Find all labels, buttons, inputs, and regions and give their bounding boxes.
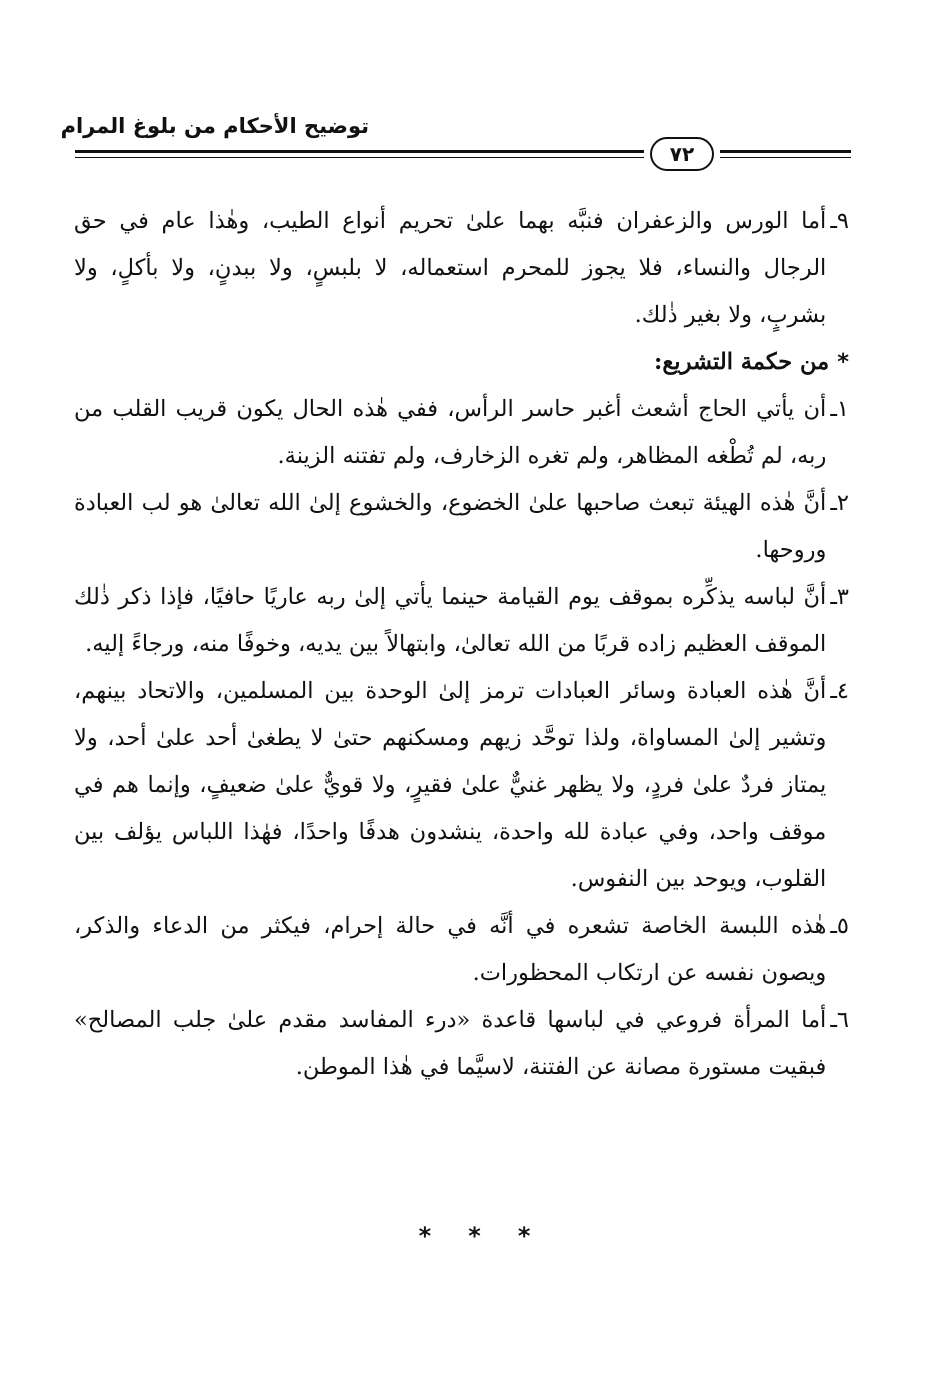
paragraph-text: أن يأتي الحاج أشعث أغبر حاسر الرأس، ففي هٰذه الحال يكون قريب القلب من ربه، لم تُطْغه المظاهر، ولم تغره الزخارف، ولم تفتنه الزينة.: [74, 396, 827, 469]
paragraph-item-3: [74, 574, 849, 668]
footer-ornament: [0, 1222, 949, 1250]
star-bullet-icon: *: [837, 349, 849, 375]
running-title: توضيح الأحكام من بلوغ المرام: [60, 114, 369, 138]
paragraph-text: أنَّ لباسه يذكِّره بموقف يوم القيامة حينما يأتي إلىٰ ربه عاريًا حافيًا، فإذا ذكر ذٰلك الموقف العظيم زاده قربًا من الله تعالىٰ، وابتهالاً بين يديه، وخوفًا منه، ورجاءً إليه.: [74, 584, 827, 657]
paragraph-number: ٩ـ: [830, 208, 849, 234]
ornament-star-icon: *: [517, 1222, 531, 1250]
paragraph-number: ٣ـ: [830, 584, 849, 610]
ornament-star-icon: *: [418, 1222, 432, 1250]
paragraph-text: أما المرأة فروعي في لباسها قاعدة «درء المفاسد مقدم علىٰ جلب المصالح» فبقيت مستورة مصانة عن الفتنة، لاسيَّما في هٰذا الموطن.: [74, 1007, 827, 1080]
paragraph-number: ٢ـ: [830, 490, 849, 516]
paragraph-item-2: [74, 480, 849, 574]
paragraph-item-9: [74, 198, 849, 339]
paragraph-item-5: [74, 903, 849, 997]
header-rule-right-thin: [720, 157, 851, 158]
page-number: ٧٢: [650, 137, 714, 171]
paragraph-text: أنَّ هٰذه الهيئة تبعث صاحبها علىٰ الخضوع، والخشوع إلىٰ الله تعالىٰ هو لب العبادة وروحها.: [74, 490, 827, 563]
paragraph-item-4: [74, 668, 849, 903]
header-rule-left-thin: [75, 157, 644, 158]
header-rule-right-thick: [720, 150, 851, 153]
paragraph-number: ١ـ: [830, 396, 849, 422]
paragraph-text: أما الورس والزعفران فنبَّه بهما علىٰ تحريم أنواع الطيب، وهٰذا عام في حق الرجال والنساء، فلا يجوز للمحرم استعماله، لا بلبسٍ، ولا ببدنٍ، ولا بأكلٍ، ولا بشربٍ، ولا بغير ذٰلك.: [74, 208, 827, 328]
paragraph-number: ٥ـ: [830, 913, 849, 939]
paragraph-item-1: [74, 386, 849, 480]
ornament-star-icon: *: [468, 1222, 481, 1250]
header-rule-left-thick: [75, 150, 644, 153]
section-heading-text: من حكمة التشريع:: [654, 349, 830, 375]
paragraph-text: أنَّ هٰذه العبادة وسائر العبادات ترمز إلىٰ الوحدة بين المسلمين، والاتحاد بينهم، وتشير إلىٰ المساواة، ولذا توحَّد زيهم ومسكنهم حتىٰ لا يطغىٰ أحد علىٰ أحد، ولا يمتاز فردٌ علىٰ فردٍ، ولا يظهر غنيٌّ علىٰ فقيرٍ، ولا قويٌّ علىٰ ضعيفٍ، وإنما هم في موقف واحد، وفي عبادة لله واحدة، ينشدون هدفًا واحدًا، فهٰذا اللباس يؤلف بين القلوب، ويوحد بين النفوس.: [74, 678, 827, 892]
page-content: [74, 198, 849, 1091]
section-heading: [74, 339, 849, 386]
paragraph-item-6: [74, 997, 849, 1091]
paragraph-number: ٤ـ: [830, 678, 849, 704]
paragraph-number: ٦ـ: [830, 1007, 849, 1033]
paragraph-text: هٰذه اللبسة الخاصة تشعره في أنَّه في حالة إحرام، فيكثر من الدعاء والذكر، ويصون نفسه عن ارتكاب المحظورات.: [74, 913, 827, 986]
